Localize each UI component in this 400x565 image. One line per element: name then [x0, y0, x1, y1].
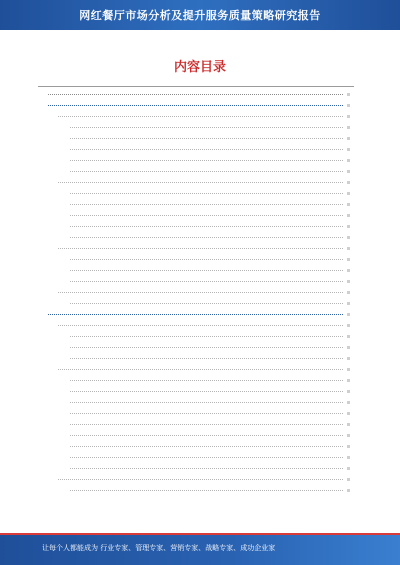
report-footer-banner: [0, 533, 400, 565]
toc-entry[interactable]: [66, 343, 350, 352]
toc-entry[interactable]: [54, 365, 350, 374]
toc-entry[interactable]: [54, 288, 350, 297]
toc-entry[interactable]: [66, 398, 350, 407]
toc-entry[interactable]: [66, 189, 350, 198]
toc-entry[interactable]: [66, 156, 350, 165]
toc-entry[interactable]: [66, 233, 350, 242]
toc-entry[interactable]: [66, 134, 350, 143]
footer-accent-line: [0, 533, 400, 535]
toc-entry[interactable]: [54, 321, 350, 330]
toc-entry[interactable]: [66, 299, 350, 308]
toc-entry[interactable]: [66, 409, 350, 418]
toc-entry[interactable]: [66, 453, 350, 462]
footer-tagline: 让每个人都能成为 行业专家、管理专家、营销专家、战略专家、成功企业家: [42, 544, 276, 552]
toc-entry[interactable]: [66, 255, 350, 264]
toc-list: [44, 90, 350, 500]
toc-entry[interactable]: [66, 442, 350, 451]
toc-entry[interactable]: [66, 200, 350, 209]
toc-entry[interactable]: [66, 123, 350, 132]
toc-entry[interactable]: [66, 222, 350, 231]
toc-top-rule: [38, 86, 354, 87]
report-header-banner: [0, 0, 400, 30]
toc-entry[interactable]: [66, 332, 350, 341]
toc-entry[interactable]: [66, 266, 350, 275]
toc-entry[interactable]: [54, 178, 350, 187]
toc-entry[interactable]: [66, 145, 350, 154]
toc-entry[interactable]: [54, 475, 350, 484]
toc-entry[interactable]: [66, 277, 350, 286]
toc-entry[interactable]: [54, 244, 350, 253]
toc-entry[interactable]: [66, 354, 350, 363]
toc-entry[interactable]: [66, 486, 350, 495]
report-title: 网红餐厅市场分析及提升服务质量策略研究报告: [79, 9, 321, 22]
toc-entry[interactable]: [66, 211, 350, 220]
toc-entry[interactable]: [54, 112, 350, 121]
toc-entry[interactable]: [66, 420, 350, 429]
toc-heading: 内容目录: [173, 60, 226, 75]
toc-entry[interactable]: [44, 310, 350, 319]
toc-entry[interactable]: [66, 431, 350, 440]
toc-entry[interactable]: [66, 376, 350, 385]
toc-entry[interactable]: [66, 464, 350, 473]
toc-entry[interactable]: [66, 387, 350, 396]
toc-entry[interactable]: [44, 101, 350, 110]
toc-entry[interactable]: [66, 167, 350, 176]
toc-entry[interactable]: [44, 90, 350, 99]
